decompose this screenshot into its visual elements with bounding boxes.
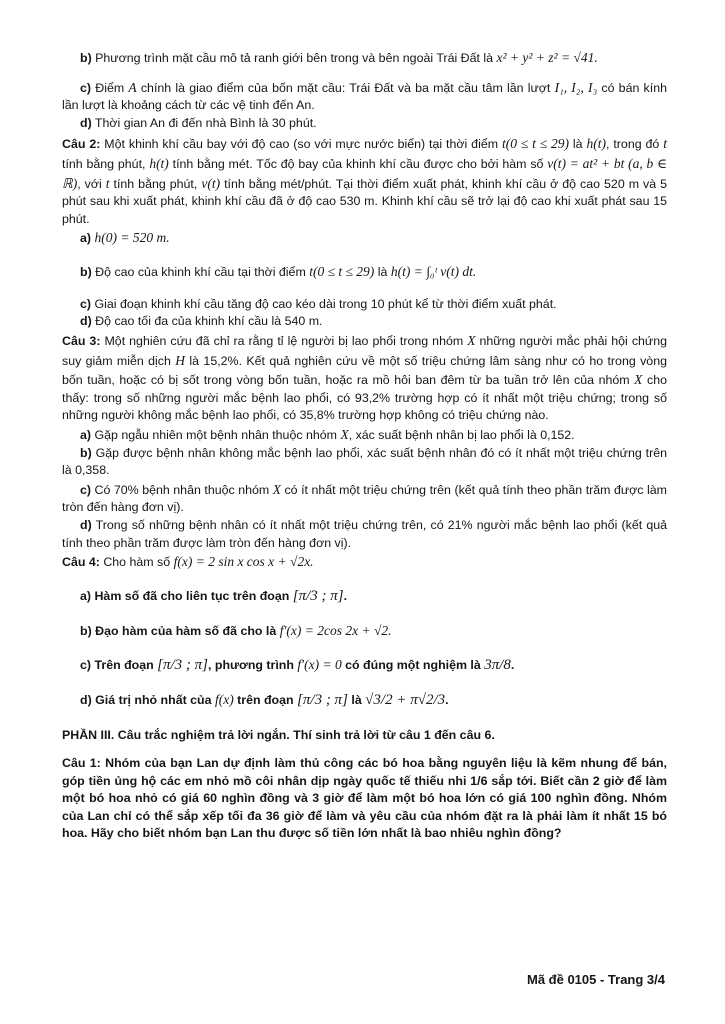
time-condition: t(0 ≤ t ≤ 29) <box>501 136 569 152</box>
question-2 <box>62 134 667 228</box>
option-label: c) <box>80 80 92 95</box>
root-value: 3π/8 <box>484 656 511 673</box>
question-text: những người mắc phải hội chứng suy giảm miễn dịch <box>62 333 667 368</box>
q2-option-a <box>62 228 667 248</box>
option-text: Điểm <box>95 80 125 95</box>
velocity-function: v(t) = at² + bt (a, b ∈ ℝ) <box>62 156 667 191</box>
group-x: X <box>467 332 476 348</box>
option-text: . <box>343 588 348 603</box>
option-label: d) <box>80 314 92 329</box>
derivative-formula: f′(x) = 2cos 2x + √2. <box>279 623 392 639</box>
time-variable: t <box>105 175 110 191</box>
option-label: a) <box>80 588 92 603</box>
q1-option-d <box>62 115 667 133</box>
option-label: a) <box>80 231 92 246</box>
sphere-centers: I₁, I₂, I₃ <box>554 79 598 95</box>
option-text: Đạo hàm của hàm số đã cho là <box>95 624 277 639</box>
q2-option-c <box>62 296 667 314</box>
option-text: , phương trình <box>208 657 294 672</box>
syndrome-h: H <box>175 352 186 368</box>
height-function: h(t) <box>149 156 169 172</box>
option-label: c) <box>80 296 92 311</box>
option-label: b) <box>80 624 92 639</box>
q3-option-a <box>62 425 667 445</box>
question-label: Câu 2: <box>62 137 101 152</box>
function-definition: f(x) = 2 sin x cos x + √2x. <box>173 554 314 570</box>
q2-option-b <box>62 262 667 282</box>
group-x: X <box>272 481 281 497</box>
group-x: X <box>634 372 643 388</box>
option-label: d) <box>80 115 92 130</box>
option-label: b) <box>80 51 92 65</box>
option-text: Độ cao của khinh khí cầu tại thời điểm <box>95 265 306 280</box>
option-text: chính là giao điểm của bốn mặt cầu: Trái Đất và ba mặt cầu tâm lần lượt <box>140 80 551 95</box>
velocity-variable: v(t) <box>201 175 221 191</box>
option-text: Gặp được bệnh nhân không mắc bệnh lao phổi, xác suất bệnh nhân đó có ít nhất một triệu chứng trên là 0,358. <box>62 445 667 478</box>
question-label: Câu 4: <box>62 555 100 570</box>
q4-option-c <box>62 655 667 676</box>
question-text: Nhóm của bạn Lan dự định làm thủ công các bó hoa bằng nguyên liệu là kẽm nhung để bán, góp tiền ủng hộ các em nhỏ mồ côi nhân dịp ngày quốc tế thiếu nhi 1/6 sắp tới. Biết cần 2 giờ để làm một bó hoa nhỏ có giá 60 nghìn đồng và 3 giờ để làm một bó hoa lớn có giá 100 nghìn đồng. Nhóm của Lan chỉ có thể sắp xếp tối đa 36 giờ để làm và yêu cầu của nhóm đặt ra là phải làm ít nhất 15 bó hoa. Hãy cho biết nhóm bạn Lan thu được số tiền lớn nhất là bao nhiêu nghìn đồng? <box>62 755 667 841</box>
option-text: Gặp ngẫu nhiên một bệnh nhân thuộc nhóm <box>94 427 337 442</box>
function-name: f(x) <box>214 692 234 708</box>
option-text: , xác suất bệnh nhân bị lao phổi là 0,152. <box>348 427 575 442</box>
integral-formula: h(t) = ∫₀ᵗ v(t) dt. <box>390 264 477 280</box>
option-label: b) <box>80 445 92 460</box>
question-text: tính bằng mét. Tốc độ bay của khinh khí cầu được cho <box>172 157 477 172</box>
option-text: . <box>510 657 515 672</box>
question-text: Cho hàm số <box>103 555 171 570</box>
option-text: Trên đoạn <box>94 657 154 672</box>
option-text: Phương trình mặt cầu mô tả ranh giới bên trong và bên ngoài Trái Đất là <box>95 51 494 65</box>
q1-option-b <box>62 48 667 68</box>
question-text: tính bằng phút, <box>113 176 198 191</box>
min-value: √3/2 + π√2/3 <box>365 692 446 709</box>
option-text: có bán kính lần lượt là khoảng cách từ các vệ tinh đến An. <box>62 80 667 113</box>
point-a: A <box>128 79 137 95</box>
option-text: Có 70% bệnh nhân thuộc nhóm <box>94 482 270 497</box>
question-text: bởi hàm số <box>480 157 544 172</box>
question-3 <box>62 331 667 425</box>
option-text: Thời gian An đi đến nhà Bình là 30 phút. <box>94 115 317 130</box>
option-text: trên đoạn <box>237 693 294 708</box>
option-label: c) <box>80 482 92 497</box>
question-text: là <box>572 137 583 152</box>
q1-option-c <box>62 78 667 115</box>
question-text: Một khinh khí cầu bay với độ cao (so với mực nước biển) tại thời điểm <box>104 137 499 152</box>
option-text: Giá trị nhỏ nhất của <box>95 693 212 708</box>
option-label: d) <box>80 693 92 708</box>
part-3-heading: PHẦN III. Câu trắc nghiệm trả lời ngắn. Thí sinh trả lời từ câu 1 đến câu 6. <box>62 728 495 743</box>
q3-option-b <box>62 445 667 480</box>
equation: f′(x) = 0 <box>297 656 342 672</box>
question-label: Câu 3: <box>62 333 101 348</box>
option-text: Hàm số đã cho liên tục trên đoạn <box>94 588 290 603</box>
height-function: h(t) <box>586 136 606 152</box>
option-text: là <box>377 265 388 280</box>
option-label: b) <box>80 265 92 280</box>
question-text: điểm xuất phát, khinh khí cầu ở độ cao 520 m và 5 phút sau khi xuất phát, khinh khí cầu đã ở độ cao 530 m. Khinh khí cầu sẽ trở lại độ cao khi xuất phát sau 15 phút. <box>62 176 668 226</box>
part3-question-1 <box>62 755 667 843</box>
option-formula: h(0) = 520 m. <box>94 230 170 246</box>
option-text: là <box>351 693 362 708</box>
option-label: d) <box>80 518 92 533</box>
q3-option-d <box>62 517 667 552</box>
page-footer: Mã đề 0105 - Trang 3/4 <box>526 972 665 987</box>
option-text: . <box>445 693 449 708</box>
question-text: tính bằng phút, <box>62 157 146 172</box>
page-content <box>62 48 667 843</box>
question-text: tính bằng mét/phút. Tại thời <box>224 176 379 191</box>
question-4 <box>62 552 667 572</box>
question-label: Câu 1: <box>62 755 101 770</box>
question-text: , trong đó <box>606 137 660 152</box>
sphere-equation: x² + y² + z² = √41. <box>496 50 598 65</box>
question-text: là 15,2%. Kết quả nghiên cứu về một số triệu chứng lâm sàng như có ho trong vòng bốn tuần, hoặc có bị sốt trong vòng bốn tuần, hoặc ra mồ hôi ban đêm từ ba tuần trở lên của nhóm <box>62 353 667 388</box>
q4-option-d <box>62 690 667 711</box>
question-text: , với <box>77 176 102 191</box>
question-text: Một nghiên cứu đã chỉ ra rằng tỉ lệ người bị lao phổi trong nhóm <box>104 333 464 348</box>
option-text: có ít nhất một triệu chứng trên (kết quả tính theo phần trăm được làm tròn đến hàng đơn vị). <box>62 482 667 515</box>
option-text: Giai đoạn khinh khí cầu tăng độ cao kéo dài trong 10 phút kể từ thời điểm xuất phát. <box>94 296 557 311</box>
q4-option-a <box>62 586 667 607</box>
option-text: có đúng một nghiệm là <box>345 657 481 672</box>
option-label: a) <box>80 427 92 442</box>
option-text: Trong số những bệnh nhân có ít nhất một triệu chứng trên, có 21% người mắc bệnh lao phổi (kết quả tính theo phần trăm được làm tròn đến hàng đơn vị). <box>62 518 667 550</box>
option-text: Độ cao tối đa của khinh khí cầu là 540 m. <box>95 314 323 329</box>
interval: [π/3 ; π] <box>157 656 209 673</box>
time-condition: t(0 ≤ t ≤ 29) <box>309 264 375 280</box>
interval: [π/3 ; π] <box>292 587 344 604</box>
question-text: cho thấy: trong số những người mắc bệnh lao phổi, có 93,2% trường hợp có ít nhất một triệu chứng; trong số những người không mắc bệnh lao phổi, có 35,8% trường hợp không có triệu chứng nào. <box>62 373 667 423</box>
option-label: c) <box>80 657 92 672</box>
q4-option-b <box>62 621 667 641</box>
time-variable: t <box>663 136 668 152</box>
interval: [π/3 ; π] <box>297 692 348 709</box>
q2-option-d <box>62 313 667 331</box>
group-x: X <box>340 426 349 442</box>
q3-option-c <box>62 480 667 517</box>
